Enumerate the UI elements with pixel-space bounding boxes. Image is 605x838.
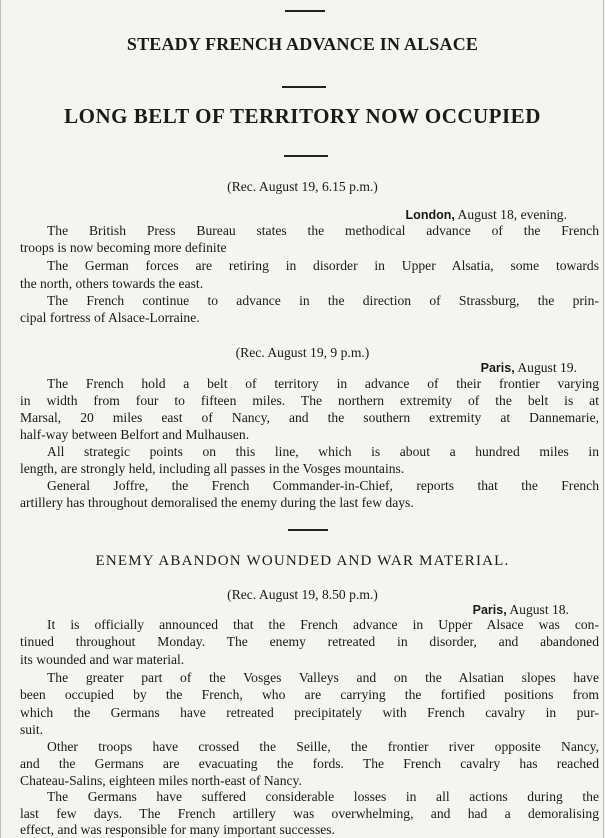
section2-place: Paris, (480, 361, 515, 375)
section1-line-3: The German forces are retiring in disorder in Upper Alsatia, some towards (47, 258, 599, 273)
section2-line-1: The French hold a belt of territory in advance of their frontier varying (47, 376, 599, 391)
section3-line-10: Chateau-Salins, eighteen miles north-east of Nancy. (20, 773, 302, 788)
section1-line-5: The French continue to advance in the direction of Strassburg, the prin- (47, 293, 599, 308)
top-rule (285, 10, 325, 12)
section3-line-5: been occupied by the French, who are carrying the fortified positions from (20, 687, 599, 702)
section3-line-1: It is officially announced that the French advance in Upper Alsace was con- (47, 617, 599, 632)
section1-dateline (406, 207, 567, 223)
rule-after-headlines (284, 155, 328, 157)
section3-line-2: tinued throughout Monday. The enemy retreated in disorder, and abandoned (20, 634, 599, 649)
section1-line-6: cipal fortress of Alsace-Lorraine. (20, 310, 200, 325)
section2-line-4: half-way between Belfort and Mulhausen. (20, 427, 250, 442)
section2-line-3: Marsal, 20 miles east of Nancy, and the southern extremity at Dannemarie, (20, 410, 599, 425)
sub-headline: LONG BELT OF TERRITORY NOW OCCUPIED (64, 104, 541, 128)
section2-line-6: length, are strongly held, including all passes in the Vosges mountains. (20, 461, 405, 476)
section3-date: August 18. (509, 602, 569, 617)
section3-line-13: effect, and was responsible for many important successes. (20, 822, 335, 837)
section1-line-1: The British Press Bureau states the methodical advance of the French (47, 223, 599, 238)
section3-line-12: last few days. The French artillery was overwhelming, and had a demoralising (20, 806, 599, 821)
section2-received: (Rec. August 19, 9 p.m.) (235, 345, 370, 360)
section1-line-4: the north, others towards the east. (20, 276, 204, 291)
section2-line-8: artillery has throughout demoralised the enemy during the last few days. (20, 495, 414, 510)
section1-place: London, (405, 208, 455, 222)
section3-dateline (473, 602, 569, 618)
section3-place: Paris, (472, 603, 507, 617)
section2-date: August 19. (517, 360, 577, 375)
section3-line-6: which the Germans have retreated precipitately with French cavalry in pur- (20, 705, 599, 720)
section3-line-9: and the Germans are evacuating the fords. The French cavalry has reached (20, 756, 599, 771)
section-divider-rule (288, 529, 328, 531)
section1-received: (Rec. August 19, 6.15 p.m.) (227, 179, 378, 194)
section3-line-8: Other troops have crossed the Seille, the frontier river opposite Nancy, (47, 739, 599, 754)
section3-line-7: suit. (20, 722, 44, 737)
rule-between-headlines (282, 86, 326, 88)
section2-line-2: in width from four to fifteen miles. The northern extremity of the belt is at (20, 393, 599, 408)
section3-line-11: The Germans have suffered considerable losses in all actions during the (47, 789, 599, 804)
section1-line-2: troops is now becoming more definite (20, 240, 227, 255)
section3-line-4: The greater part of the Vosges Valleys and on the Alsatian slopes have (47, 670, 599, 685)
section3-line-3: its wounded and war material. (20, 652, 185, 667)
section3-headline: ENEMY ABANDON WOUNDED AND WAR MATERIAL. (95, 553, 510, 569)
section2-line-5: All strategic points on this line, which is about a hundred miles in (47, 444, 599, 459)
section2-dateline (481, 360, 577, 376)
section2-line-7: General Joffre, the French Commander-in-Chief, reports that the French (47, 478, 599, 493)
section3-received: (Rec. August 19, 8.50 p.m.) (227, 587, 378, 602)
main-headline: STEADY FRENCH ADVANCE IN ALSACE (126, 34, 479, 54)
section1-date: August 18, evening. (457, 207, 567, 222)
